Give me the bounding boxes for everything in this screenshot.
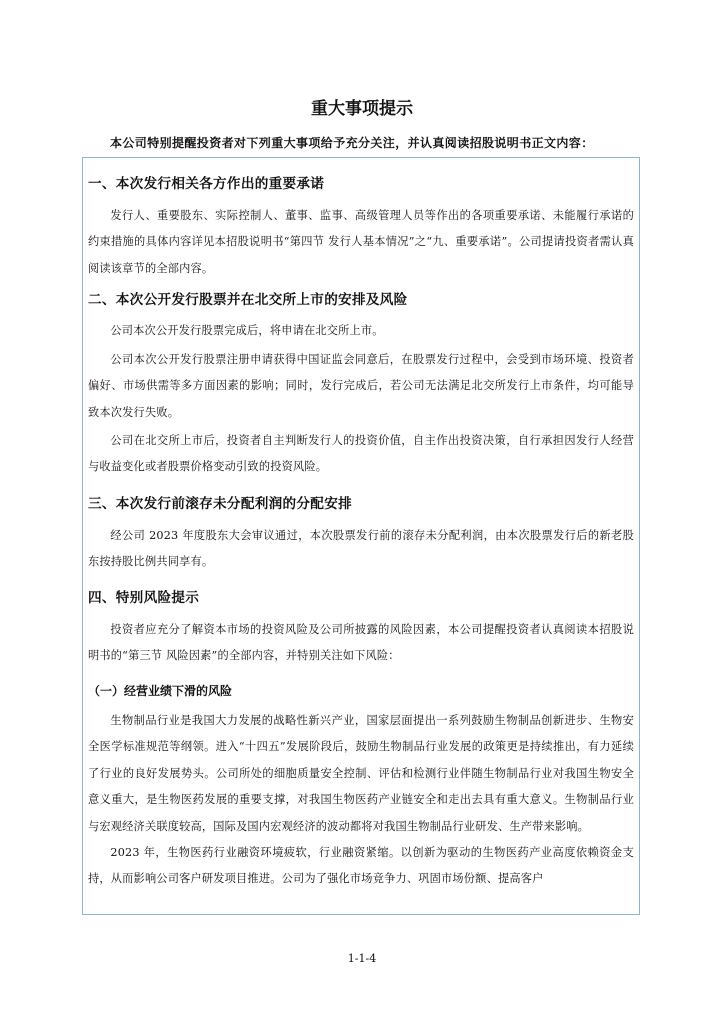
section-heading: 三、本次发行前滚存未分配利润的分配安排 — [88, 496, 352, 512]
section-heading: 一、本次发行相关各方作出的重要承诺 — [88, 176, 325, 192]
subsection-heading: （一）经营业绩下滑的风险 — [88, 684, 233, 698]
page-title: 重大事项提示 — [311, 99, 413, 119]
paragraph: 2023 年，生物医药行业融资环境疲软，行业融资紧缩。以创新为驱动的生物医药产业高度依赖资金支持，从而影响公司客户研发项目推进。公司为了强化市场竞争力、巩固市场份额、提高客户 — [88, 846, 634, 886]
section-heading: 四、特别风险提示 — [88, 590, 200, 606]
paragraph: 发行人、重要股东、实际控制人、董事、监事、高级管理人员等作出的各项重要承诺、未能履行承诺的约束措施的具体内容详见本招股说明书“第四节 发行人基本情况”之“九、重要承诺”。公司提请投资者需认真阅读该章节的全部内容。 — [88, 209, 634, 275]
paragraph: 公司本次公开发行股票完成后，将申请在北交所上市。 — [110, 324, 384, 337]
notice-line: 本公司特别提醒投资者对下列重大事项给予充分关注，并认真阅读招股说明书正文内容： — [110, 136, 594, 150]
paragraph: 投资者应充分了解资本市场的投资风险及公司所披露的风险因素，本公司提醒投资者认真阅读本招股说明书的“第三节 风险因素”的全部内容，并特别关注如下风险： — [88, 623, 634, 663]
page-number: 1-1-4 — [347, 952, 377, 965]
paragraph: 公司在北交所上市后，投资者自主判断发行人的投资价值，自主作出投资决策，自行承担因发行人经营与收益变化或者股票价格变动引致的投资风险。 — [88, 434, 634, 474]
paragraph: 公司本次公开发行股票注册申请获得中国证监会同意后，在股票发行过程中，会受到市场环境、投资者偏好、市场供需等多方面因素的影响；同时，发行完成后，若公司无法满足北交所发行上市条件，均可能导致本次发行失败。 — [88, 353, 634, 419]
paragraph: 经公司 2023 年度股东大会审议通过，本次股票发行前的滚存未分配利润，由本次股票发行后的新老股东按持股比例共同享有。 — [88, 529, 634, 569]
section-heading: 二、本次公开发行股票并在北交所上市的安排及风险 — [88, 292, 408, 308]
paragraph: 生物制品行业是我国大力发展的战略性新兴产业，国家层面提出一系列鼓励生物制品创新进步、生物安全医学标准规范等纲领。进入“十四五”发展阶段后，鼓励生物制品行业发展的政策更是持续推出，有力延续了行业的良好发展势头。公司所处的细胞质量安全控制、评估和检测行业伴随生物制品行业对我国生物安全意义重大，是生物医药发展的重要支撑，对我国生物医药产业链安全和走出去具有重大意义。生物制品行业与宏观经济关联度较高，国际及国内宏观经济的波动都将对我国生物制品行业研发、生产带来影响。 — [88, 714, 634, 833]
